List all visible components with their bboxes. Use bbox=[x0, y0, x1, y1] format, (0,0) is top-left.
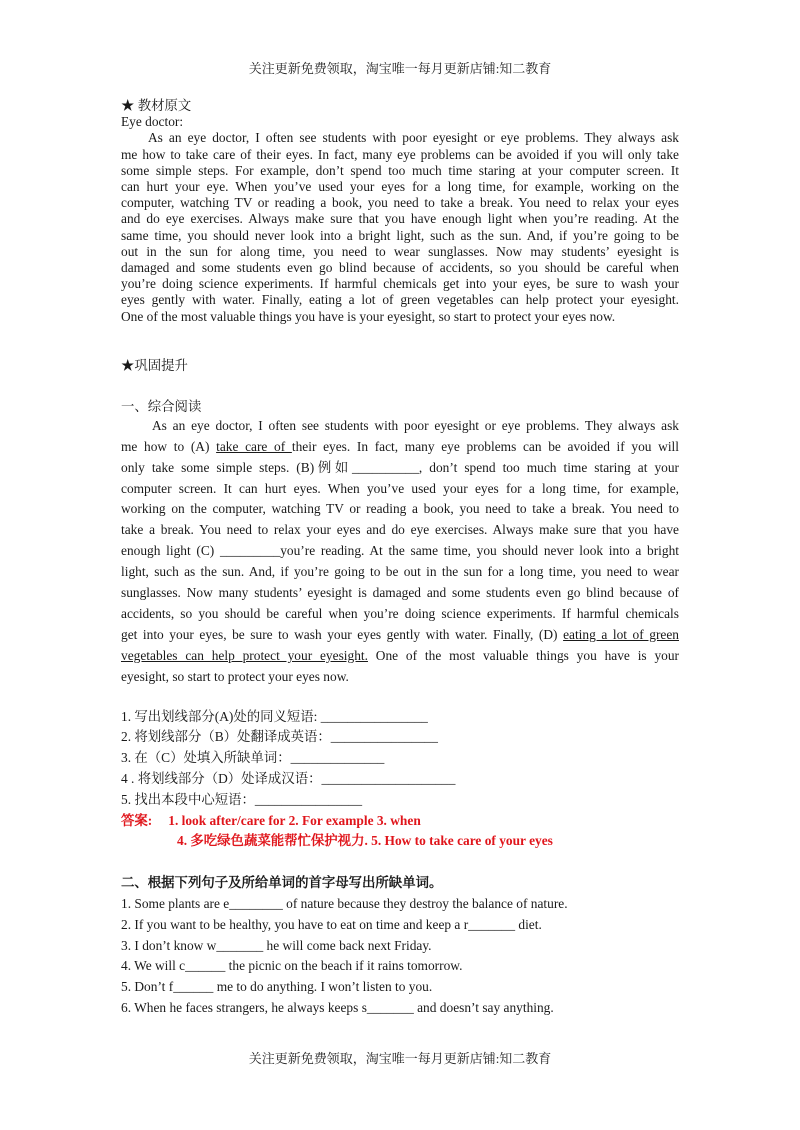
page-header: 关注更新免费领取，淘宝唯一每月更新店铺:知二教育 bbox=[248, 61, 552, 76]
reading-line: enough light (C) _________you’re reading. At the same time, you should never look into a bright bbox=[121, 543, 679, 559]
question-item: 2. 将划线部分（B）处翻译成英语：________________ bbox=[121, 729, 438, 745]
reading-line: accidents, so you should be careful when you’re doing science experiments. If harmful chemicals bbox=[121, 606, 679, 621]
page-footer: 关注更新免费领取，淘宝唯一每月更新店铺:知二教育 bbox=[248, 1051, 552, 1066]
answer-line-1 bbox=[121, 811, 679, 832]
passage-line: damaged and some students even go blind because of accidents, so you should be careful when bbox=[121, 260, 679, 276]
passage-line: One of the most valuable things you have is your eyesight, so start to protect your eyes now. bbox=[121, 308, 616, 324]
question-list bbox=[121, 707, 679, 811]
question-item: 3. 在（C）处填入所缺单词：______________ bbox=[121, 750, 385, 766]
passage-line: can hurt your eye. When you’ve used your eyes for a long time, for example, working on the bbox=[121, 179, 679, 195]
answer-label: 答案: bbox=[121, 812, 153, 828]
question-item: 4 . 将划线部分（D）处译成汉语：____________________ bbox=[121, 771, 456, 787]
reading-line: As an eye doctor, I often see students with poor eyesight or eye problems. They always ask bbox=[152, 417, 679, 433]
passage-line: and do eye exercises. Always make sure that you have enough light when you’re reading. At the bbox=[121, 211, 679, 227]
reading-line: computer screen. It can hurt eyes. When you’ve used your eyes for a long time, for example, bbox=[121, 480, 679, 496]
passage-line: eyes gently with water. Finally, eating a lot of green vegetables can help protect your eyesight. bbox=[121, 292, 679, 308]
reading-heading: 一、综合阅读 bbox=[121, 398, 202, 414]
passage-line: me how to take care of their eyes. In fact, many eye problems can be avoided if you will only take bbox=[121, 146, 679, 162]
reading-text: One of the most valuable things you have is your bbox=[367, 647, 679, 663]
passage-line: computer, watching TV or reading a book, you need to take a break. You need to relax your eyes bbox=[121, 195, 679, 211]
answer-line-2: 4. 多吃绿色蔬菜能帮忙保护视力. 5. How to take care of your eyes bbox=[177, 833, 553, 849]
section-original-text bbox=[121, 98, 679, 325]
reading-line bbox=[121, 437, 679, 458]
reading-line: sunglasses. Now many students’ eyesight is damaged and some students even go blind because of bbox=[121, 585, 679, 601]
document-content bbox=[121, 98, 679, 1019]
passage-title: Eye doctor: bbox=[121, 114, 184, 130]
reading-text: their eyes. In fact, many eye problems can be avoided if you will bbox=[291, 438, 679, 454]
reading-line bbox=[121, 646, 679, 667]
passage-line: some simple steps. For example, don’t spend too much time staring at your computer screen. It bbox=[121, 162, 679, 178]
question-item: 1. 写出划线部分(A)处的同义短语: ________________ bbox=[121, 708, 428, 724]
exercise-item: 5. Don’t f______ me to do anything. I won’t listen to you. bbox=[121, 979, 433, 995]
underlined-phrase-d-cont: vegetables can help protect your eyesight. bbox=[121, 647, 368, 663]
reading-passage bbox=[121, 416, 679, 688]
exercise-item: 2. If you want to be healthy, you have to eat on time and keep a r_______ diet. bbox=[121, 916, 542, 932]
reading-line: only take some simple steps. (B)例如__________, don’t spend too much time staring at your bbox=[121, 459, 679, 475]
passage-line: you’re doing science experiments. If harmful chemicals get into your eyes, be sure to wash your bbox=[121, 276, 679, 292]
exercise-list bbox=[121, 894, 679, 1019]
exercise-item: 1. Some plants are e________ of nature because they destroy the balance of nature. bbox=[121, 896, 568, 911]
section-heading-consolidate: ★巩固提升 bbox=[121, 357, 188, 373]
passage-line: As an eye doctor, I often see students with poor eyesight or eye problems. They always ask bbox=[148, 130, 679, 146]
section-heading: ★ 教材原文 bbox=[121, 98, 192, 113]
exercise-item: 6. When he faces strangers, he always keeps s_______ and doesn’t say anything. bbox=[121, 999, 554, 1015]
reading-line: take a break. You need to relax your eyes and do eye exercises. Always make sure that you have bbox=[121, 522, 679, 538]
answer-text: 1. look after/care for 2. For example 3. when bbox=[168, 812, 421, 828]
answer-block bbox=[121, 811, 679, 853]
exercise-item: 4. We will c______ the picnic on the beach if it rains tomorrow. bbox=[121, 958, 463, 974]
question-item: 5. 找出本段中心短语：________________ bbox=[121, 791, 363, 807]
reading-line bbox=[121, 625, 679, 646]
exercise-heading: 二、根据下列句子及所给单词的首字母写出所缺单词。 bbox=[121, 875, 443, 891]
reading-text: get into your eyes, be sure to wash your eyes gently with water. Finally, (D) bbox=[121, 626, 564, 642]
reading-text: me how to (A) bbox=[121, 438, 217, 454]
exercise-item: 3. I don’t know w_______ he will come back next Friday. bbox=[121, 937, 432, 953]
underlined-phrase-d: eating a lot of green bbox=[563, 626, 679, 642]
passage-line: out in the sun for along time, you need to wear sunglasses. Now may students’ eyesight is bbox=[121, 243, 679, 259]
reading-line: working on the computer, watching TV or reading a book, you need to take a break. You need to bbox=[121, 501, 679, 517]
reading-line: eyesight, so start to protect your eyes now. bbox=[121, 668, 349, 684]
reading-line: light, such as the sun. And, if you’re going to be out in the sun for a long time, you need to wear bbox=[121, 564, 679, 580]
underlined-phrase-a: take care of bbox=[216, 438, 292, 454]
passage-line: same time, you should never look into a bright light, such as the sun. And, if you’re going to be bbox=[121, 227, 679, 243]
